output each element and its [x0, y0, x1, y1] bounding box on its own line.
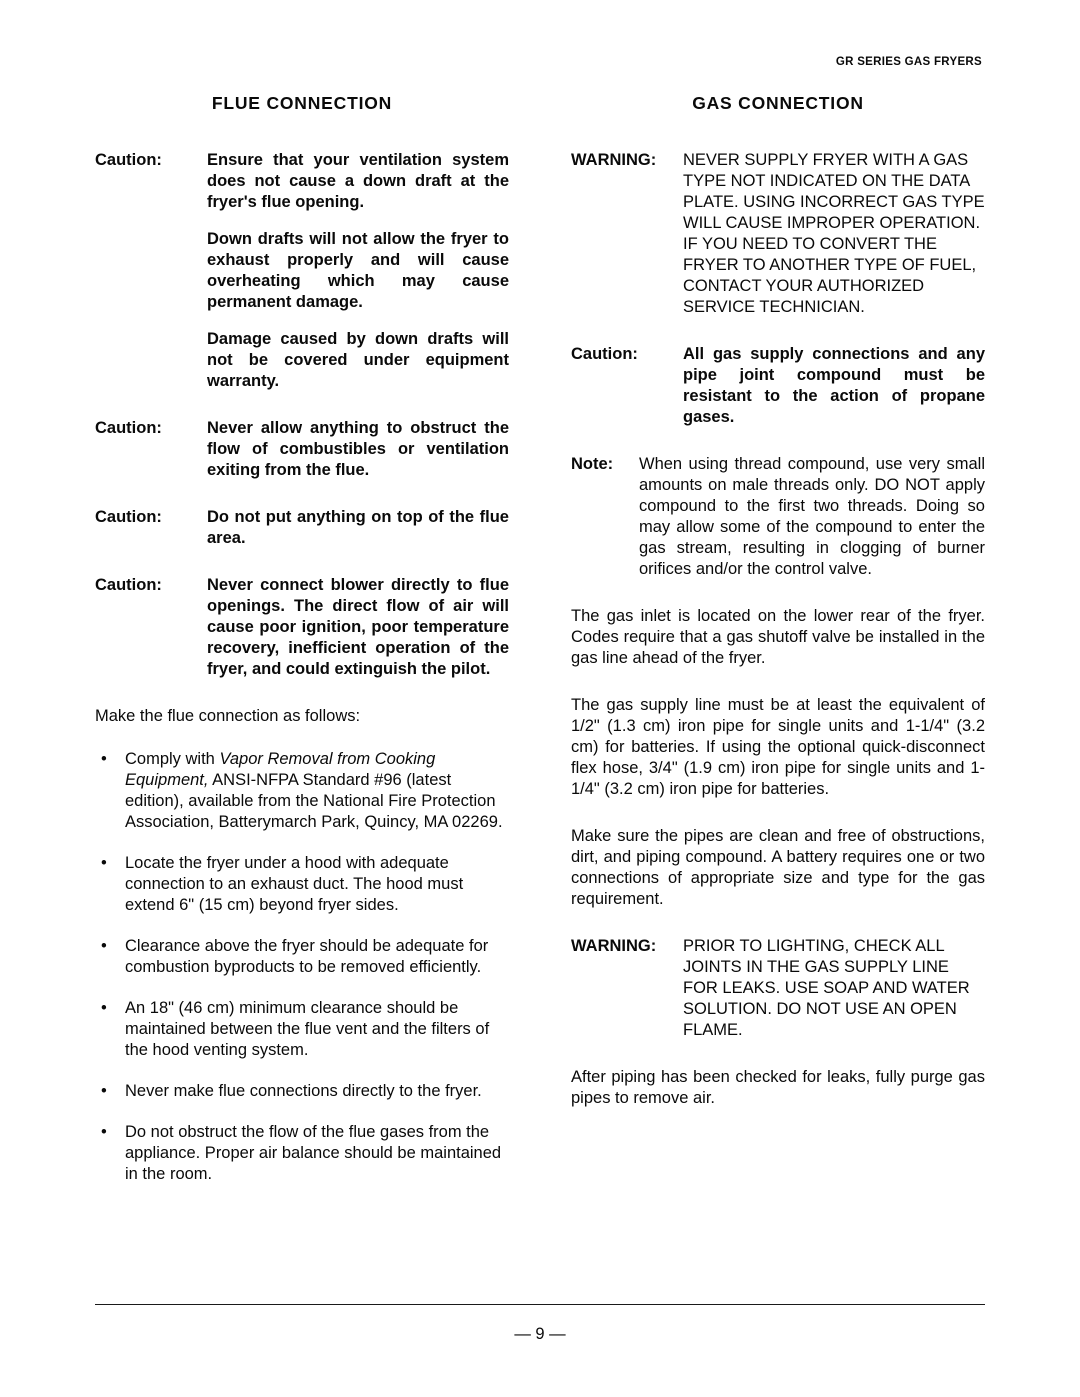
caution-paragraph: Never connect blower directly to flue openings. The direct flow of air will cause poor ignition, poor temperature recovery, inefficient operation of the fryer, and could extinguish the pilot. — [207, 576, 509, 678]
two-column-layout — [95, 92, 985, 1185]
caution-paragraph: Damage caused by down drafts will not be covered under equipment warranty. — [207, 330, 509, 390]
note-label: Note: — [571, 455, 614, 473]
bullet-item — [95, 1122, 509, 1185]
caution-label: Caution: — [571, 345, 638, 363]
warning-body — [683, 936, 985, 1041]
bullet-text-post: ANSI-NFPA Standard #96 (latest edition), available from the National Fire Protection Association, Batterymarch Park, Quincy, MA 02269. — [125, 771, 503, 831]
caution-label: Caution: — [95, 576, 162, 594]
bullet-item — [95, 749, 509, 833]
bullet-item — [95, 936, 509, 978]
body-paragraph: Make sure the pipes are clean and free of obstructions, dirt, and piping compound. A battery requires one or two connections of appropriate size and type for the gas requirement. — [571, 827, 985, 908]
bullet-text — [125, 749, 509, 833]
caution-block — [571, 344, 985, 428]
bullet-item — [95, 853, 509, 916]
bullet-marker-icon: • — [101, 854, 107, 872]
warning-block — [571, 150, 985, 318]
warning-body — [683, 150, 985, 318]
bullet-text: Clearance above the fryer should be adequate for combustion byproducts to be removed efficiently. — [125, 937, 489, 976]
bullet-marker-icon: • — [101, 937, 107, 955]
caution-block — [95, 507, 509, 549]
bullet-marker-icon: • — [101, 999, 107, 1017]
page-number: — 9 — — [514, 1325, 566, 1343]
note-paragraph: When using thread compound, use very small amounts on male threads only. DO NOT apply compound to the first two threads. Doing so may allow some of the compound to enter the gas stream, resulting in clogging of burner orifices and/or the control valve. — [639, 455, 985, 578]
gas-connection-section — [571, 92, 985, 1185]
bullet-text: Do not obstruct the flow of the flue gases from the appliance. Proper air balance should be maintained in the room. — [125, 1123, 502, 1183]
caution-body — [207, 575, 509, 680]
caution-body — [207, 507, 509, 549]
bullet-text-italic: Vapor Removal from Cooking Equipment, — [125, 750, 436, 789]
warning-paragraph: PRIOR TO LIGHTING, CHECK ALL JOINTS IN THE GAS SUPPLY LINE FOR LEAKS. USE SOAP AND WATER SOLUTION. DO NOT USE AN OPEN FLAME. — [683, 937, 970, 1039]
body-paragraph: The gas supply line must be at least the equivalent of 1/2" (1.3 cm) iron pipe for single units and 1-1/4" (3.2 cm) for batteries. If using the optional quick-disconnect flex hose, 3/4" (1.9 cm) iron pipe for single units and 1-1/4" (3.2 cm) iron pipe for batteries. — [571, 696, 985, 798]
warning-paragraph: NEVER SUPPLY FRYER WITH A GAS TYPE NOT INDICATED ON THE DATA PLATE. USING INCORRECT GAS TYPE WILL CAUSE IMPROPER OPERATION. IF YOU NEED TO CONVERT THE FRYER TO ANOTHER TYPE OF FUEL, CONTACT YOUR AUTHORIZED SERVICE TECHNICIAN. — [683, 151, 985, 316]
caution-body — [683, 344, 985, 428]
footer-rule — [95, 1304, 985, 1305]
caution-label: Caution: — [95, 151, 162, 169]
gas-connection-title: GAS CONNECTION — [692, 93, 864, 113]
caution-paragraph: Do not put anything on top of the flue area. — [207, 508, 509, 547]
warning-block — [571, 936, 985, 1041]
caution-block — [95, 575, 509, 680]
bullet-text: An 18" (46 cm) minimum clearance should be maintained between the flue vent and the filters of the hood venting system. — [125, 999, 490, 1059]
caution-body — [207, 418, 509, 481]
bullet-item — [95, 1081, 509, 1102]
caution-block — [95, 150, 509, 392]
caution-paragraph: Never allow anything to obstruct the flow of combustibles or ventilation exiting from the flue. — [207, 419, 509, 479]
caution-paragraph: All gas supply connections and any pipe joint compound must be resistant to the action of propane gases. — [683, 345, 985, 426]
bullet-marker-icon: • — [101, 1082, 107, 1100]
flue-intro-paragraph: Make the flue connection as follows: — [95, 707, 361, 725]
caution-block — [95, 418, 509, 481]
bullet-text: Locate the fryer under a hood with adequate connection to an exhaust duct. The hood must extend 6" (15 cm) beyond fryer sides. — [125, 854, 464, 914]
flue-connection-title: FLUE CONNECTION — [211, 93, 393, 113]
note-body — [639, 454, 985, 580]
warning-label: WARNING: — [571, 937, 657, 955]
bullet-marker-icon: • — [101, 1123, 107, 1141]
caution-paragraph: Ensure that your ventilation system does not cause a down draft at the fryer's flue opening. — [207, 151, 509, 211]
caution-body — [207, 150, 509, 392]
body-paragraph: After piping has been checked for leaks, fully purge gas pipes to remove air. — [571, 1068, 985, 1107]
note-block — [571, 454, 985, 580]
bullet-text: Never make flue connections directly to the fryer. — [125, 1082, 482, 1100]
bullet-text-pre: Comply with — [125, 750, 220, 768]
body-paragraph: The gas inlet is located on the lower rear of the fryer. Codes require that a gas shutoff valve be installed in the gas line ahead of the fryer. — [571, 607, 985, 667]
flue-connection-section — [95, 92, 509, 1185]
bullet-marker-icon: • — [101, 750, 107, 768]
caution-label: Caution: — [95, 508, 162, 526]
bullet-item — [95, 998, 509, 1061]
caution-paragraph: Down drafts will not allow the fryer to exhaust properly and will cause overheating which may cause permanent damage. — [207, 230, 509, 311]
running-header: GR SERIES GAS FRYERS — [835, 56, 982, 68]
bullet-list — [95, 749, 509, 1185]
caution-label: Caution: — [95, 419, 162, 437]
warning-label: WARNING: — [571, 151, 657, 169]
